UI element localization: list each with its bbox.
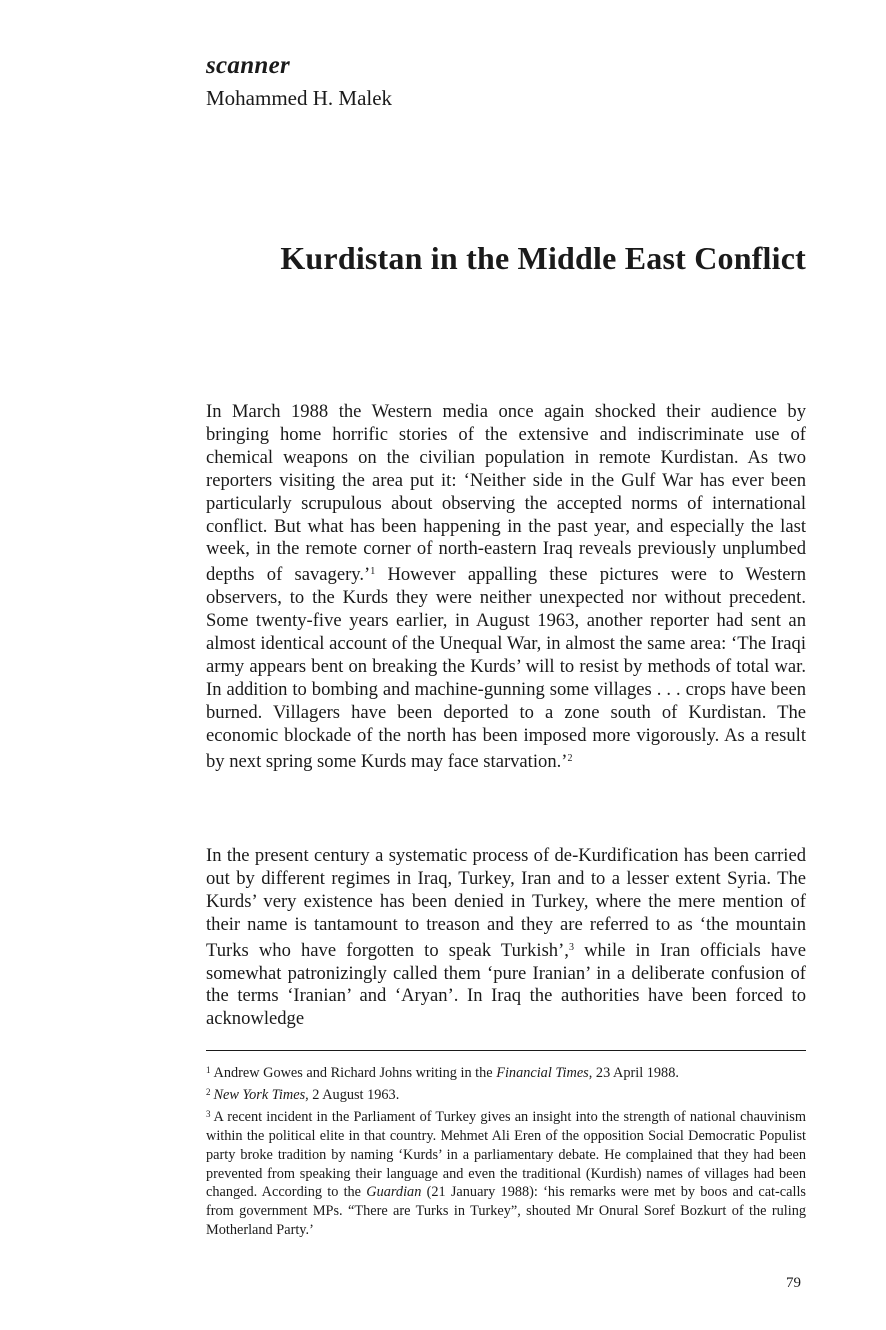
paragraph-2-text-b: while in Iran officials have somewhat patronizingly called them ‘pure Iranian’ in a deliberate confusion of the terms ‘Iranian’ and ‘Aryan’. In Iraq the authorities have been forced to acknowledge (206, 939, 806, 1030)
footnote-number: 1 (206, 1065, 211, 1075)
footnote-text: Andrew Gowes and Richard Johns writing in the (213, 1065, 497, 1081)
footnote-2 (206, 1083, 806, 1105)
article-title: Kurdistan in the Middle East Conflict (280, 240, 806, 276)
paragraph-1-text-b: However appalling these pictures were to Western observers, to the Kurds they were neither unexpected nor without precedent. Some twenty-five years earlier, in August 1963, another reporter had sent an almost identical account of the Unequal War, in almost the same area: ‘The Iraqi army appears bent on breaking the Kurds’ will to resist by methods of total war. In addition to bombing and machine-gunning some villages . . . crops have been burned. Villagers have been deported to a zone south of Kurdistan. The economic blockade of the north has been imposed more vigorously. As a result by next spring some Kurds may face starvation.’ (206, 564, 806, 772)
footnote-text: , 23 April 1988. (588, 1065, 679, 1081)
footnote-3 (206, 1105, 806, 1240)
footnote-source-title: New York Times (213, 1086, 306, 1103)
footnote-1 (206, 1061, 806, 1083)
footnote-number: 2 (206, 1086, 211, 1097)
page-number: 79 (786, 1275, 801, 1291)
footnote-number: 3 (206, 1108, 211, 1119)
footnote-ref-3[interactable]: 3 (568, 941, 574, 953)
paragraph-2-text-a: In the present century a systematic process of de-Kurdification has been carried out by different regimes in Iraq, Turkey, Iran and to a lesser extent Syria. The Kurds’ very existence has been denied in Turkey, where the mere mention of their name is tantamount to treason and they are referred to as ‘the mountain Turks who have forgotten to speak Turkish’, (206, 845, 806, 961)
footnotes (206, 1061, 806, 1240)
footnote-source-title: Financial Times (496, 1065, 589, 1081)
body-paragraph-2 (206, 845, 806, 1031)
body-paragraph-1 (206, 401, 806, 774)
author-name: Mohammed H. Malek (206, 86, 393, 110)
footnote-ref-1[interactable]: 1 (370, 566, 376, 578)
section-label: scanner (206, 52, 291, 79)
footnote-ref-2[interactable]: 2 (567, 752, 573, 764)
paragraph-1-text-a: In March 1988 the Western media once again shocked their audience by bringing home horrific stories of the extensive and indiscriminate use of chemical weapons on the civilian population in remote Kurdistan. As two reporters visiting the area put it: ‘Neither side in the Gulf War has ever been particularly scrupulous about observing the accepted norms of international conflict. But what has been happening in the past year, and especially the last week, in the remote corner of north-eastern Iraq reveals previously unplumbed depths of savagery.’ (206, 401, 806, 586)
footnote-text: (21 January 1988): ‘his remarks were met by boos and cat-calls from government MPs. “There are Turks in Turkey”, shouted Mr Onural Soref Bozkurt of the ruling Motherland Party.’ (206, 1184, 806, 1239)
footnote-text: , 2 August 1963. (305, 1086, 400, 1103)
footnote-divider (206, 1050, 806, 1051)
footnote-source-title: Guardian (366, 1184, 422, 1201)
footnote-text: A recent incident in the Parliament of Turkey gives an insight into the strength of national chauvinism within the political elite in that country. Mehmet Ali Eren of the opposition Social Democratic Populist party broke tradition by naming ‘Kurds’ in a parliamentary debate. He complained that they had been prevented from speaking their language and even the traditional (Kurdish) names of villages had been changed. According to the (206, 1108, 806, 1201)
